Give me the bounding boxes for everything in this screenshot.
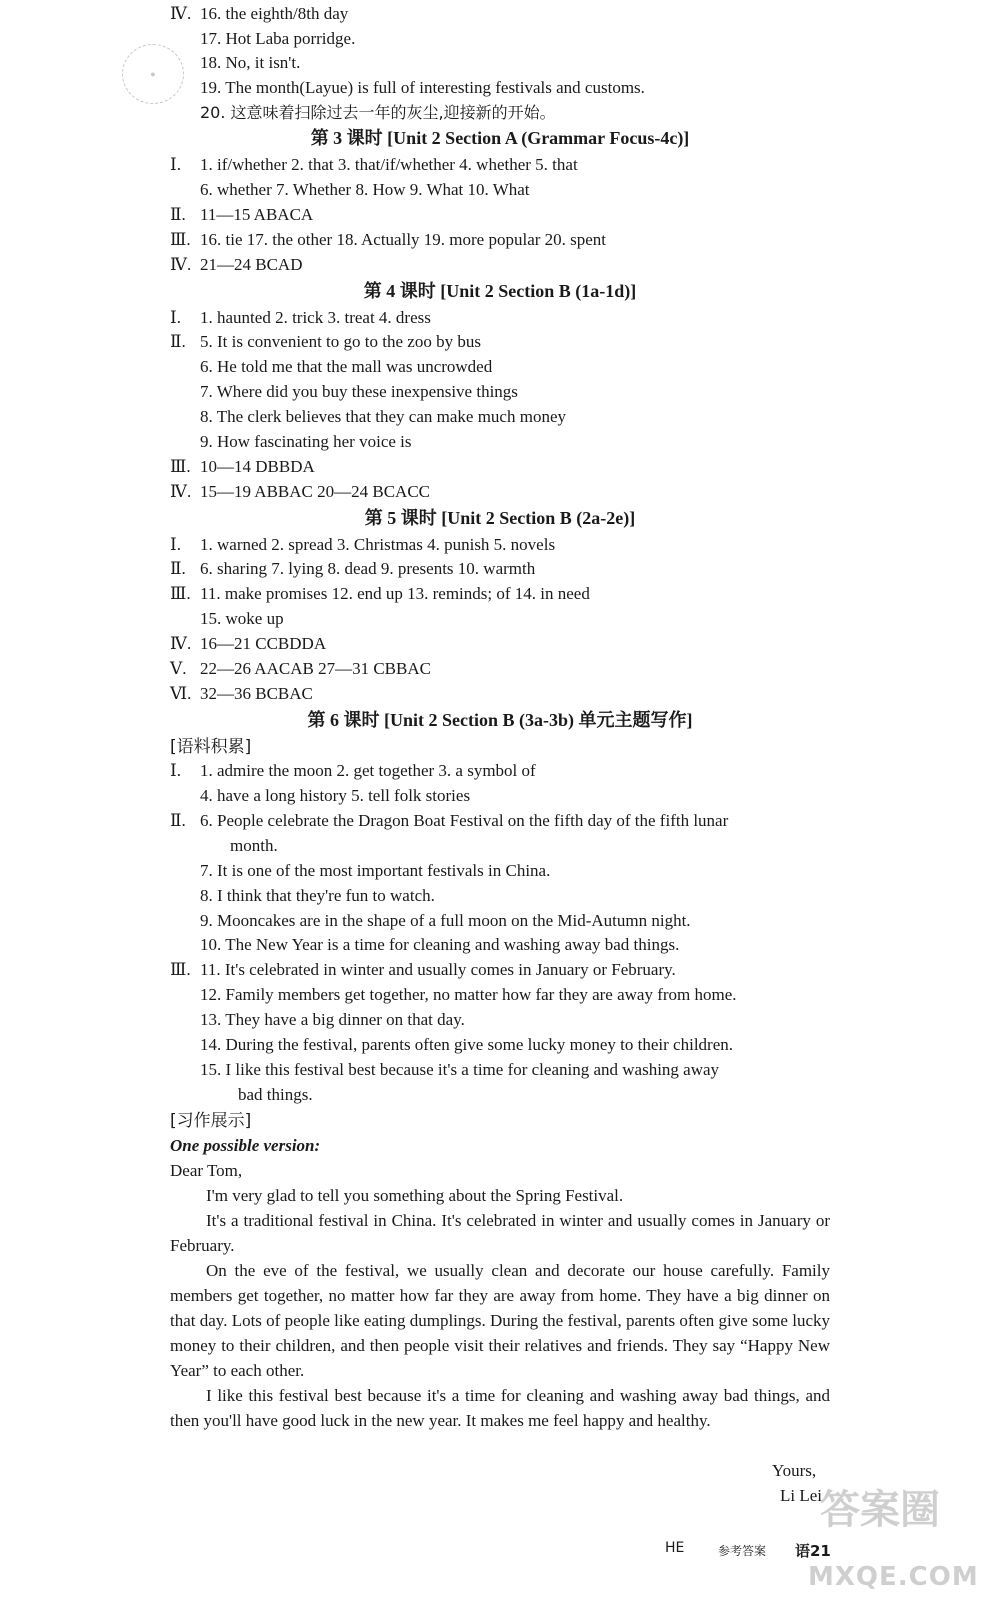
roman-numeral: Ⅱ. [170,559,186,578]
roman-numeral: Ⅲ. [170,230,191,249]
answer-text: 22—26 AACAB 27—31 CBBAC [200,659,431,678]
roman-numeral: Ⅱ. [170,205,186,224]
watermark-url: MXQE.COM [808,1562,979,1592]
roman-numeral: Ⅲ. [170,584,191,603]
answer-text: 6. He told me that the mall was uncrowded [200,357,493,376]
roman-numeral: Ⅳ. [170,634,192,653]
answer-text: 8. I think that they're fun to watch. [200,886,435,905]
answer-text: 9. Mooncakes are in the shape of a full moon on the Mid-Autumn night. [200,911,691,930]
answer-text: 6. whether 7. Whether 8. How 9. What 10. What [200,180,530,199]
answer-text: 18. No, it isn't. [200,53,301,72]
lesson-6-heading: 第 6 课时 [Unit 2 Section B (3a-3b) 单元主题写作] [307,710,693,730]
roman-numeral: Ⅳ. [170,255,192,274]
answer-text: 6. People celebrate the Dragon Boat Festival on the fifth day of the fifth lunar [200,811,729,830]
page-number: 语21 [795,1542,831,1560]
answer-text: 5. It is convenient to go to the zoo by bus [200,332,481,351]
answer-text: 7. Where did you buy these inexpensive things [200,382,518,401]
letter-paragraph: On the eve of the festival, we usually clean and decorate our house carefully. Family members get together, no matter how far they are away from home. They have a big dinner on that day. Lots of people like eating dumplings. During the festival, parents often give some lucky money to their children, and then people visit their relatives and friends. They say “Happy New Year” to each other. [170,1261,830,1380]
letter-greeting: Dear Tom, [170,1161,243,1180]
roman-numeral: Ⅰ. [170,155,181,174]
roman-numeral: Ⅳ. [170,482,192,501]
answer-text: 20. 这意味着扫除过去一年的灰尘,迎接新的开始。 [200,103,556,122]
answer-text: 1. haunted 2. trick 3. treat 4. dress [200,308,431,327]
roman-numeral: Ⅱ. [170,332,186,351]
lesson-3-heading: 第 3 课时 [Unit 2 Section A (Grammar Focus-4c)] [310,128,690,148]
answer-text: bad things. [238,1085,313,1104]
roman-numeral: Ⅲ. [170,457,191,476]
answer-text: 19. The month(Layue) is full of interesting festivals and customs. [200,78,645,97]
answer-text: 8. The clerk believes that they can make much money [200,407,566,426]
answer-text: month. [230,836,278,855]
roman-numeral: Ⅰ. [170,308,181,327]
roman-numeral: Ⅱ. [170,811,186,830]
answer-text: 9. How fascinating her voice is [200,432,412,451]
lesson-5-heading: 第 5 课时 [Unit 2 Section B (2a-2e)] [364,508,636,528]
answer-text: 13. They have a big dinner on that day. [200,1010,465,1029]
answer-text: 15. woke up [200,609,284,628]
answer-text: 11—15 ABACA [200,205,314,224]
answer-text: 11. It's celebrated in winter and usually comes in January or February. [200,960,676,979]
letter-signature: Li Lei [780,1486,823,1505]
footer-label: 参考答案 [718,1544,767,1558]
answer-text: 32—36 BCBAC [200,684,313,703]
answer-text: 11. make promises 12. end up 13. reminds; of 14. in need [200,584,590,603]
roman-numeral: Ⅰ. [170,535,181,554]
answer-text: 15—19 ABBAC 20—24 BCACC [200,482,431,501]
letter-paragraph: It's a traditional festival in China. It's celebrated in winter and usually comes in January or February. [170,1211,830,1255]
answer-text: 17. Hot Laba porridge. [200,29,356,48]
letter-closing: Yours, [772,1461,817,1480]
lesson-4-heading: 第 4 课时 [Unit 2 Section B (1a-1d)] [363,281,637,301]
answer-text: 10—14 DBBDA [200,457,315,476]
answer-text: 1. warned 2. spread 3. Christmas 4. punish 5. novels [200,535,556,554]
answer-text: 16. tie 17. the other 18. Actually 19. more popular 20. spent [200,230,607,249]
answer-text: 12. Family members get together, no matter how far they are away from home. [200,985,737,1004]
roman-numeral: Ⅳ. [170,4,192,23]
answer-text: 1. admire the moon 2. get together 3. a symbol of [200,761,536,780]
answer-text: 14. During the festival, parents often give some lucky money to their children. [200,1035,734,1054]
answer-text: 21—24 BCAD [200,255,303,274]
letter-paragraph: I'm very glad to tell you something about the Spring Festival. [206,1186,624,1205]
answer-text: 15. I like this festival best because it's a time for cleaning and washing away [200,1060,720,1079]
answer-text: 1. if/whether 2. that 3. that/if/whether 4. whether 5. that [200,155,578,174]
roman-numeral: Ⅲ. [170,960,191,979]
watermark-logo: 答案圈 [820,1487,940,1533]
footer-code: HE [665,1540,685,1556]
writing-label: [习作展示] [170,1111,252,1131]
answer-text: 10. The New Year is a time for cleaning and washing away bad things. [200,935,680,954]
answer-text: 4. have a long history 5. tell folk stories [200,786,471,805]
faded-stamp: ● [122,44,184,104]
roman-numeral: Ⅵ. [170,684,192,703]
answer-text: 16. the eighth/8th day [200,4,349,23]
version-label: One possible version: [170,1136,321,1155]
answer-text: 7. It is one of the most important festivals in China. [200,861,551,880]
letter-paragraph: I like this festival best because it's a time for cleaning and washing away bad things, and then you'll have good luck in the new year. It makes me feel happy and healthy. [170,1386,830,1430]
roman-numeral: Ⅰ. [170,761,181,780]
corpus-label: [语料积累] [170,737,252,757]
answer-text: 16—21 CCBDDA [200,634,327,653]
answer-text: 6. sharing 7. lying 8. dead 9. presents 10. warmth [200,559,536,578]
roman-numeral: Ⅴ. [170,659,187,678]
